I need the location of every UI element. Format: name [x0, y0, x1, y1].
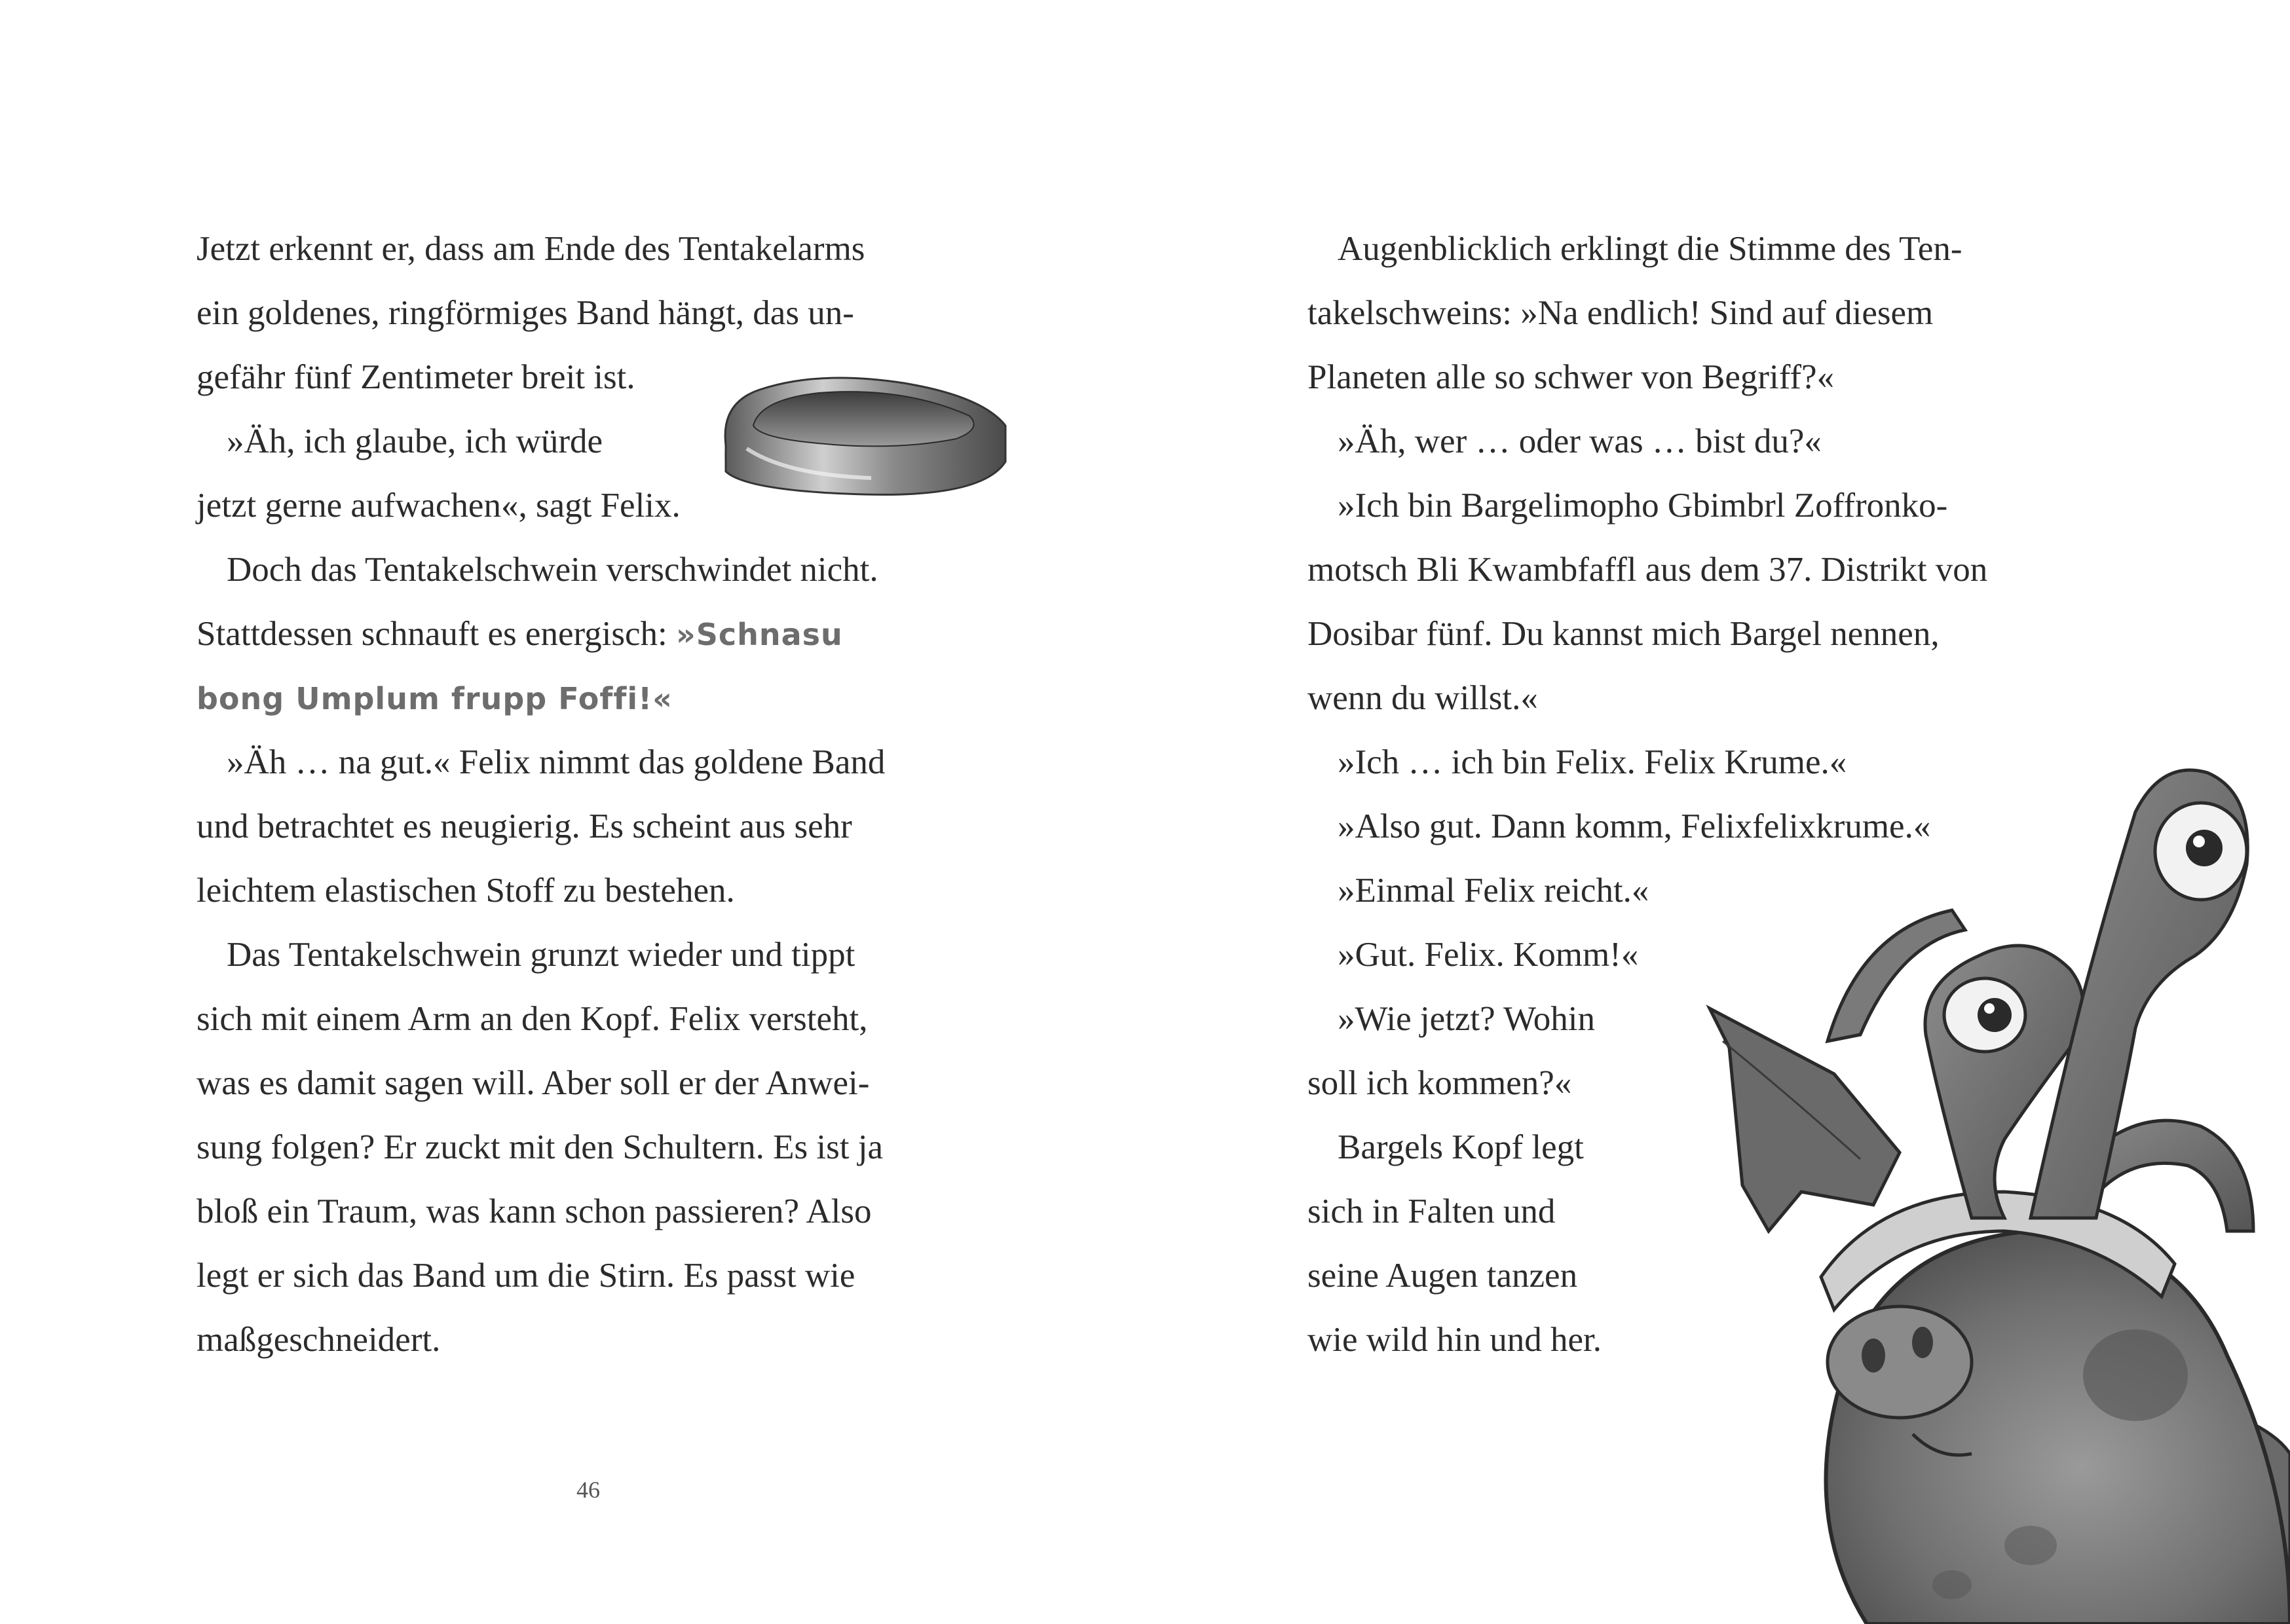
text-line: sich mit einem Arm an den Kopf. Felix versteht,: [197, 1000, 868, 1038]
page-number: 46: [576, 1477, 600, 1503]
text-line: legt er sich das Band um die Stirn. Es passt wie: [197, 1257, 855, 1295]
text-line: sung folgen? Er zuckt mit den Schultern. Es ist ja: [197, 1128, 883, 1166]
text-line: Bargels Kopf legt: [1338, 1128, 1584, 1166]
text-line: motsch Bli Kwambfaffl aus dem 37. Distrikt von: [1307, 551, 1988, 589]
text-line: wenn du willst.«: [1307, 679, 1538, 717]
text-line: Stattdessen schnauft es energisch: »Schnasu: [197, 615, 843, 653]
text-line: seine Augen tanzen: [1307, 1257, 1578, 1295]
text-line: und betrachtet es neugierig. Es scheint aus sehr: [197, 807, 852, 845]
text-line: wie wild hin und her.: [1307, 1321, 1602, 1359]
text-line: »Ich bin Bargelimopho Gbimbrl Zoffronko-: [1338, 487, 1948, 525]
text-line: »Äh, wer … oder was … bist du?«: [1338, 422, 1822, 460]
text-line: Planeten alle so schwer von Begriff?«: [1307, 358, 1835, 396]
text-line: takelschweins: »Na endlich! Sind auf diesem: [1307, 294, 1934, 332]
text-line: maßgeschneidert.: [197, 1321, 441, 1359]
text-line: was es damit sagen will. Aber soll er der Anwei-: [197, 1064, 870, 1102]
text-line: Das Tentakelschwein grunzt wieder und tippt: [227, 936, 855, 974]
text-line: »Einmal Felix reicht.«: [1338, 872, 1649, 910]
text-line: gefähr fünf Zentimeter breit ist.: [197, 358, 635, 396]
alien-speech: bong Umplum frupp Foffi!«: [197, 681, 673, 716]
text-line: ein goldenes, ringförmiges Band hängt, das un-: [197, 294, 854, 332]
text-line: Jetzt erkennt er, dass am Ende des Tentakelarms: [197, 230, 865, 268]
text-line: bloß ein Traum, was kann schon passieren? Also: [197, 1192, 872, 1230]
text-line: leichtem elastischen Stoff zu bestehen.: [197, 872, 735, 910]
text-line: [197, 666, 673, 730]
golden-band-illustration: [707, 363, 1022, 504]
text-line: »Ich … ich bin Felix. Felix Krume.«: [1338, 743, 1847, 781]
alien-speech: »Schnasu: [676, 617, 843, 652]
text-line: jetzt gerne aufwachen«, sagt Felix.: [197, 487, 681, 525]
text-line: »Äh … na gut.« Felix nimmt das goldene Band: [227, 743, 886, 781]
tentacle-creature-illustration: [1664, 733, 2290, 1624]
text-line: »Äh, ich glaube, ich würde: [227, 422, 603, 460]
text-line: soll ich kommen?«: [1307, 1064, 1572, 1102]
text-line: »Gut. Felix. Komm!«: [1338, 936, 1639, 974]
text-line: »Wie jetzt? Wohin: [1338, 1000, 1595, 1038]
text-line: Augenblicklich erklingt die Stimme des Ten-: [1338, 230, 1962, 268]
text-line: Dosibar fünf. Du kannst mich Bargel nennen,: [1307, 615, 1940, 653]
text-line: »Also gut. Dann komm, Felixfelixkrume.«: [1338, 807, 1931, 845]
text-line: Doch das Tentakelschwein verschwindet nicht.: [227, 551, 878, 589]
text-line: sich in Falten und: [1307, 1192, 1556, 1230]
